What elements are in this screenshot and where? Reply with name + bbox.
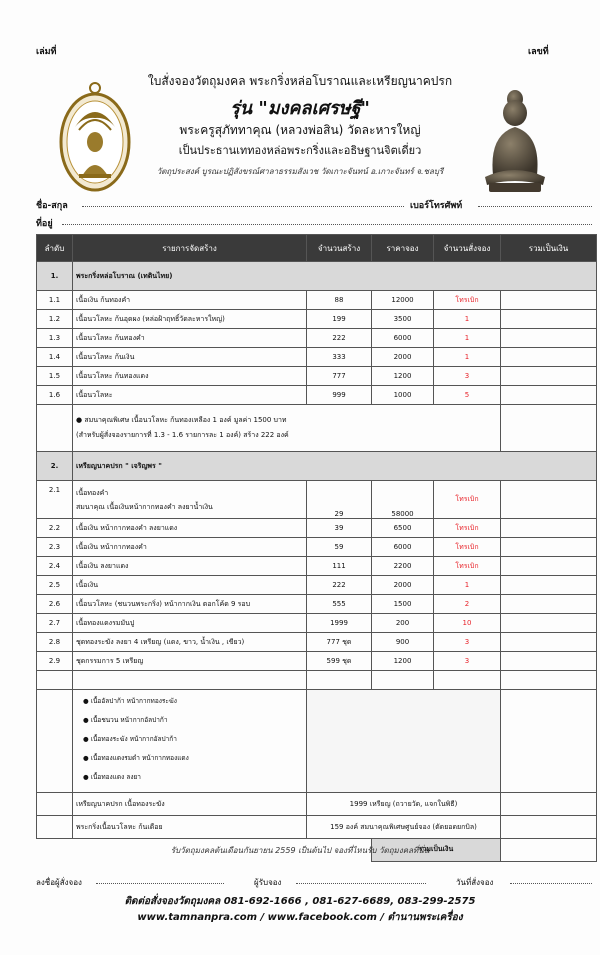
form-number-label: เลขที่ (528, 47, 549, 57)
row-order-qty[interactable]: 1 (434, 348, 501, 367)
row-built: 111 (307, 557, 372, 576)
row-item-line: เนื้อทองคำ (76, 488, 109, 497)
row-order-qty[interactable]: โทรเบิก (434, 519, 501, 538)
row-built: 29 (307, 481, 372, 519)
row-built: 88 (307, 291, 372, 310)
row-price: 3500 (372, 310, 434, 329)
header-no: ลำดับ (37, 235, 73, 262)
table-row (37, 519, 597, 538)
row-no: 1.6 (37, 386, 73, 405)
form-title: ใบสั่งจองวัตถุมงคล พระกริ่งหล่อโบราณและเหรียญนาคปรก (147, 74, 453, 88)
table-row (37, 367, 597, 386)
row-no: 2.3 (37, 538, 73, 557)
row-no: 2.2 (37, 519, 73, 538)
row-order-qty[interactable]: โทรเบิก (434, 481, 501, 519)
grand-total-label: รวมเป็นเงิน (372, 839, 501, 862)
section-number: 2. (37, 452, 73, 481)
table-row (37, 291, 597, 310)
list-item: ● เนื้อชนวน หน้ากากอัลปาก้า (83, 716, 168, 724)
row-price: 1200 (372, 652, 434, 671)
row-order-qty[interactable]: 3 (434, 652, 501, 671)
row-order-qty[interactable]: 1 (434, 576, 501, 595)
row-built: 999 (307, 386, 372, 405)
row-built: 777 ชุด (307, 633, 372, 652)
row-no: 2.8 (37, 633, 73, 652)
row-built: 222 (307, 329, 372, 348)
row-total[interactable] (501, 633, 597, 652)
extra-detail: 1999 เหรียญ (ถวายวัด, แจกในพิธี) (307, 793, 501, 816)
row-no: 1.4 (37, 348, 73, 367)
table-row (37, 614, 597, 633)
list-item: ● เนื้อทองระฆัง หน้ากากอัลปาก้า (83, 735, 177, 743)
row-order-qty[interactable]: โทรเบิก (434, 538, 501, 557)
header-item: รายการจัดสร้าง (73, 235, 307, 262)
row-no: 2.5 (37, 576, 73, 595)
signer-field[interactable] (96, 883, 224, 884)
row-order-qty[interactable]: 1 (434, 310, 501, 329)
bonus-note (73, 405, 501, 452)
row-no: 1.3 (37, 329, 73, 348)
row-price: 200 (372, 614, 434, 633)
row-price: 2000 (372, 348, 434, 367)
extra-item: เหรียญนาคปรก เนื้อทองระฆัง (73, 793, 307, 816)
contact-line: ติดต่อสั่งจองวัตถุมงคล 081-692-1666 , 081-627-6689, 083-299-2575 (124, 896, 476, 907)
row-total[interactable] (501, 576, 597, 595)
list-item: ● เนื้อทองแดง ลงยา (83, 773, 141, 781)
extra-item: พระกริ่งเนื้อนวโลหะ ก้นเดือย (73, 816, 307, 839)
row-built: 555 (307, 595, 372, 614)
row-order-qty[interactable]: 3 (434, 367, 501, 386)
row-price: 2000 (372, 576, 434, 595)
table-row (37, 348, 597, 367)
row-built: 599 ชุด (307, 652, 372, 671)
table-row (37, 557, 597, 576)
row-total[interactable] (501, 481, 597, 519)
row-total[interactable] (501, 386, 597, 405)
row-no (37, 671, 73, 690)
order-date-field[interactable] (510, 883, 592, 884)
row-total[interactable] (501, 538, 597, 557)
section-row (37, 262, 597, 291)
row-item: เนื้อเงิน ก้นทองคำ (73, 291, 307, 310)
table-row (37, 576, 597, 595)
table-row (37, 652, 597, 671)
row-order-qty[interactable]: 1 (434, 329, 501, 348)
name-field[interactable] (82, 206, 404, 207)
section-number: 1. (37, 262, 73, 291)
header-order-qty: จำนวนสั่งจอง (434, 235, 501, 262)
row-no: 2.9 (37, 652, 73, 671)
row-total[interactable] (501, 329, 597, 348)
blurred-region (307, 690, 501, 793)
row-order-qty[interactable]: 10 (434, 614, 501, 633)
address-field[interactable] (62, 224, 592, 225)
row-order-qty[interactable]: 2 (434, 595, 501, 614)
table-header-row (37, 235, 597, 262)
order-table (36, 234, 597, 862)
name-label: ชื่อ-สกุล (36, 201, 68, 211)
row-no: 2.4 (37, 557, 73, 576)
row-built (307, 671, 372, 690)
bonus-note-row (37, 405, 597, 452)
row-total[interactable] (501, 310, 597, 329)
list-item: ● เนื้ออัลปาก้า หน้ากากทองระฆัง (83, 697, 177, 705)
row-item: ชุดกรรมการ 5 เหรียญ (73, 652, 307, 671)
purpose-text: วัตถุประสงค์ บูรณะปฏิสังขรณ์ศาลาธรรมสังเวช วัดเกาะจันทน์ อ.เกาะจันทร์ จ.ชลบุรี (156, 167, 444, 176)
row-total[interactable] (501, 595, 597, 614)
row-item-line: สมนาคุณ เนื้อเงินหน้ากากทองคำ ลงยาน้ำเงิน (76, 502, 213, 511)
table-row (37, 329, 597, 348)
extra-row (37, 816, 597, 839)
row-built: 222 (307, 576, 372, 595)
row-item: เนื้อทองแดงรมมันปู (73, 614, 307, 633)
row-item: เนื้อนวโลหะ ก้นอุดผง (หล่อฝ้าฤทธิ์วัดละหารใหญ่) (73, 310, 307, 329)
row-built: 39 (307, 519, 372, 538)
row-order-qty[interactable]: 3 (434, 633, 501, 652)
receiver-label: ผู้รับจอง (254, 878, 282, 887)
set-items-row (37, 690, 597, 793)
row-built: 199 (307, 310, 372, 329)
row-total[interactable] (501, 557, 597, 576)
row-price: 12000 (372, 291, 434, 310)
row-price: 6000 (372, 538, 434, 557)
extra-row (37, 793, 597, 816)
row-item: ชุดทองระฆัง ลงยา 4 เหรียญ (แดง, ขาว, น้ำเงิน , เขียว) (73, 633, 307, 652)
website-line: www.tamnanpra.com / www.facebook.com / ตำนานพระเครื่อง (137, 912, 463, 923)
pickup-note: รับวัตถุมงคลต้นเดือนกันยายน 2559 เป็นต้นไป จองที่ไหนรับ วัตถุมงคลที่นั่น (170, 846, 430, 855)
row-total[interactable] (501, 652, 597, 671)
monk-name: พระครูสุภัททาคุณ (หลวงพ่อสิน) วัดละหารใหญ่ (179, 123, 421, 137)
header-built: จำนวนสร้าง (307, 235, 372, 262)
row-no: 2.6 (37, 595, 73, 614)
row-item (73, 481, 307, 519)
row-item: เนื้อเงิน (73, 576, 307, 595)
ceremony-description: เป็นประธานเททองหล่อพระกริ่งและอธิษฐานจิตเดี่ยว (178, 144, 422, 157)
section-title: พระกริ่งหล่อโบราณ (เทตินไทย) (73, 262, 597, 291)
row-built: 59 (307, 538, 372, 557)
row-item: เนื้อเงิน หน้ากากทองคำ ลงยาแดง (73, 519, 307, 538)
row-order-qty[interactable]: 5 (434, 386, 501, 405)
bonus-note-line: (สำหรับผู้สั่งจองรายการที่ 1.3 - 1.6 รายการละ 1 องค์) สร้าง 222 องค์ (76, 431, 289, 439)
row-item: เนื้อนวโลหะ (73, 386, 307, 405)
extra-detail: 159 องค์ สมนาคุณพิเศษศูนย์จอง (ตัดยอดยกบิล) (307, 816, 501, 839)
row-item: เนื้อนวโลหะ (ชนวนพระกริ่ง) หน้ากากเงิน ตอกโค้ด 9 รอบ (73, 595, 307, 614)
bonus-note-line: ● สมนาคุณพิเศษ เนื้อนวโลหะ ก้นทองเหลือง 1 องค์ มูลค่า 1500 บาท (76, 416, 287, 424)
row-price: 1200 (372, 367, 434, 386)
row-price: 2200 (372, 557, 434, 576)
row-order-qty[interactable]: โทรเบิก (434, 291, 501, 310)
row-item: เนื้อนวโลหะ ก้นเงิน (73, 348, 307, 367)
header-price: ราคาจอง (372, 235, 434, 262)
row-order-qty[interactable]: โทรเบิก (434, 557, 501, 576)
section-title: เหรียญนาคปรก " เจริญพร " (73, 452, 597, 481)
phone-label: เบอร์โทรศัพท์ (410, 201, 463, 211)
order-date-label: วันที่สั่งจอง (456, 878, 494, 887)
table-row (37, 386, 597, 405)
header-total: รวมเป็นเงิน (501, 235, 597, 262)
row-price: 1000 (372, 386, 434, 405)
row-total[interactable] (501, 348, 597, 367)
row-order-qty[interactable] (434, 671, 501, 690)
row-no: 1.2 (37, 310, 73, 329)
book-number-label: เล่มที่ (36, 47, 57, 57)
row-price: 1500 (372, 595, 434, 614)
row-total[interactable] (501, 671, 597, 690)
row-total[interactable] (501, 614, 597, 633)
set-items-list (73, 690, 307, 793)
row-item: เนื้อนวโลหะ ก้นทองคำ (73, 329, 307, 348)
row-no: 2.1 (37, 481, 73, 519)
signer-label: ลงชื่อผู้สั่งจอง (36, 878, 82, 887)
table-row (37, 481, 597, 519)
row-no: 1.1 (37, 291, 73, 310)
row-built: 1999 (307, 614, 372, 633)
row-total[interactable] (501, 291, 597, 310)
row-item (73, 671, 307, 690)
row-price: 900 (372, 633, 434, 652)
row-total[interactable] (501, 367, 597, 386)
row-item: เนื้อเงิน หน้ากากทองคำ (73, 538, 307, 557)
row-built: 333 (307, 348, 372, 367)
row-built: 777 (307, 367, 372, 386)
address-label: ที่อยู่ (36, 219, 53, 229)
row-price: 58000 (372, 481, 434, 519)
phone-field[interactable] (478, 206, 592, 207)
row-price: 6000 (372, 329, 434, 348)
row-no: 2.7 (37, 614, 73, 633)
row-total[interactable] (501, 519, 597, 538)
row-item: เนื้อเงิน ลงยาแดง (73, 557, 307, 576)
row-price (372, 671, 434, 690)
table-row (37, 310, 597, 329)
receiver-field[interactable] (296, 883, 426, 884)
row-no: 1.5 (37, 367, 73, 386)
series-title: รุ่น "มงคลเศรษฐี" (230, 98, 370, 119)
row-price: 6500 (372, 519, 434, 538)
table-row (37, 633, 597, 652)
table-row (37, 671, 597, 690)
section-row (37, 452, 597, 481)
table-row (37, 595, 597, 614)
row-item: เนื้อนวโลหะ ก้นทองแดง (73, 367, 307, 386)
table-row (37, 538, 597, 557)
list-item: ● เนื้อทองแดงรมดำ หน้ากากทองแดง (83, 754, 189, 762)
